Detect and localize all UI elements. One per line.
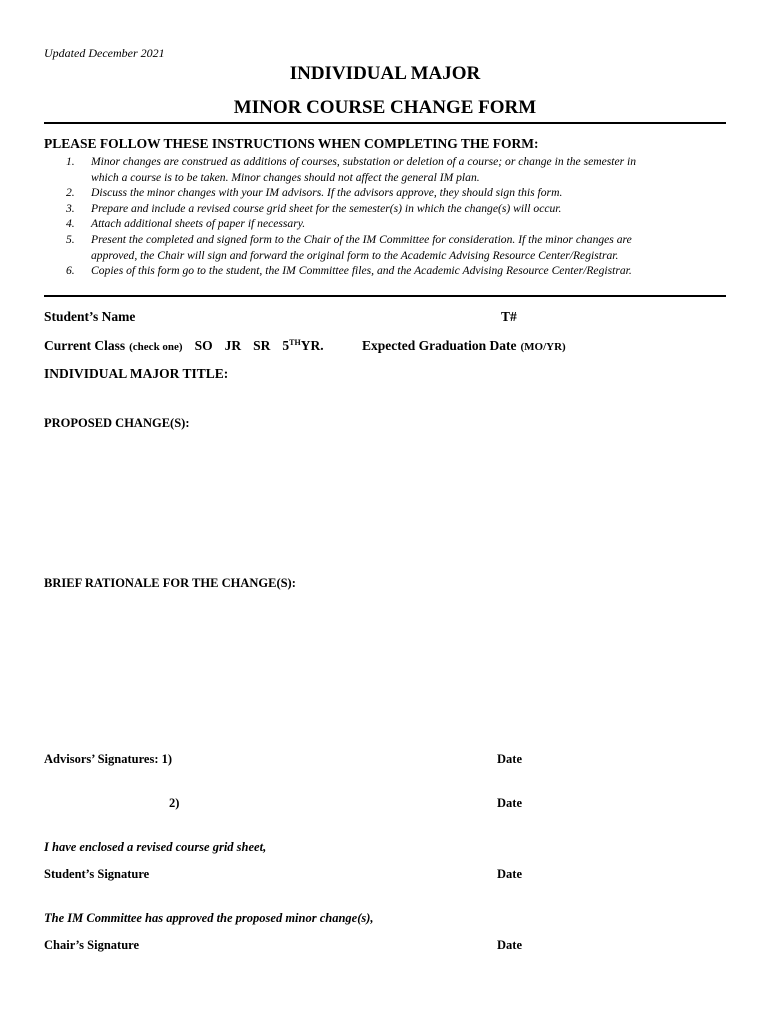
instruction-text: Prepare and include a revised course grid sheet for the semester(s) in which the change(s) will occur. bbox=[91, 201, 562, 215]
instruction-text: Discuss the minor changes with your IM advisors. If the advisors approve, they should sign this form. bbox=[91, 186, 563, 200]
instructions-heading: PLEASE FOLLOW THESE INSTRUCTIONS WHEN COMPLETING THE FORM: bbox=[44, 136, 539, 151]
graduation-date-label: Expected Graduation Date bbox=[362, 338, 517, 353]
student-statement: I have enclosed a revised course grid sheet, bbox=[44, 840, 267, 854]
instruction-text: Copies of this form go to the student, the IM Committee files, and the Academic Advising Resource Center/Registrar. bbox=[91, 264, 632, 278]
fifth-year-suffix: YR. bbox=[300, 338, 324, 353]
instruction-text: Minor changes are construed as additions of courses, substation or deletion of a course; or change in the semester in bbox=[91, 155, 637, 168]
t-number-label: T# bbox=[501, 309, 517, 324]
instruction-number: 3. bbox=[66, 201, 75, 215]
instruction-item bbox=[44, 263, 734, 279]
graduation-date-row bbox=[362, 337, 566, 355]
rationale-label: BRIEF RATIONALE FOR THE CHANGE(S): bbox=[44, 576, 296, 590]
instructions-divider bbox=[44, 295, 726, 297]
instruction-text: Attach additional sheets of paper if necessary. bbox=[91, 217, 306, 231]
current-class-row bbox=[44, 337, 324, 355]
im-title-label: INDIVIDUAL MAJOR TITLE: bbox=[44, 366, 229, 381]
instruction-item bbox=[44, 154, 734, 185]
fifth-year-number: 5 bbox=[282, 338, 290, 353]
current-class-hint: (check one) bbox=[129, 341, 183, 353]
instruction-text-cont: which a course is to be taken. Minor changes should not affect the general IM plan. bbox=[91, 170, 480, 184]
fifth-year-sup: TH bbox=[289, 338, 301, 347]
student-date-label: Date bbox=[497, 867, 522, 881]
instruction-number: 4. bbox=[66, 217, 75, 231]
instruction-text-cont: approved, the Chair will sign and forward the original form to the Academic Advising Resource Center/Registrar. bbox=[91, 248, 619, 262]
form-title: INDIVIDUAL MAJOR bbox=[289, 63, 481, 84]
instruction-item bbox=[44, 185, 734, 201]
instructions-list bbox=[44, 154, 734, 279]
committee-statement: The IM Committee has approved the proposed minor change(s), bbox=[44, 911, 374, 925]
class-option-jr[interactable]: JR bbox=[224, 338, 242, 353]
advisor-signature-2-label: 2) bbox=[169, 796, 180, 810]
student-signature-label: Student’s Signature bbox=[44, 867, 150, 881]
current-class-label: Current Class bbox=[44, 338, 126, 353]
chair-signature-label: Chair’s Signature bbox=[44, 938, 140, 952]
student-name-label: Student’s Name bbox=[44, 309, 136, 324]
instruction-item bbox=[44, 232, 734, 263]
class-option-so[interactable]: SO bbox=[194, 338, 213, 353]
instruction-number: 6. bbox=[66, 264, 75, 278]
instruction-item bbox=[44, 216, 734, 232]
graduation-date-hint: (MO/YR) bbox=[520, 341, 566, 353]
form-subtitle: MINOR COURSE CHANGE FORM bbox=[233, 97, 537, 118]
instruction-text: Present the completed and signed form to the Chair of the IM Committee for consideration. If the minor changes are bbox=[91, 232, 632, 246]
advisor-signature-1-label: Advisors’ Signatures: 1) bbox=[44, 752, 173, 766]
header-divider bbox=[44, 122, 726, 124]
instruction-number: 5. bbox=[66, 232, 75, 246]
advisor-1-date-label: Date bbox=[497, 752, 522, 766]
instruction-number: 1. bbox=[66, 155, 75, 168]
proposed-changes-label: PROPOSED CHANGE(S): bbox=[44, 416, 190, 430]
class-option-sr[interactable]: SR bbox=[253, 338, 271, 353]
updated-date: Updated December 2021 bbox=[44, 46, 165, 60]
chair-date-label: Date bbox=[497, 938, 522, 952]
instruction-number: 2. bbox=[66, 186, 75, 200]
class-option-5th-year[interactable] bbox=[282, 337, 323, 354]
advisor-2-date-label: Date bbox=[497, 796, 522, 810]
instruction-item bbox=[44, 201, 734, 217]
